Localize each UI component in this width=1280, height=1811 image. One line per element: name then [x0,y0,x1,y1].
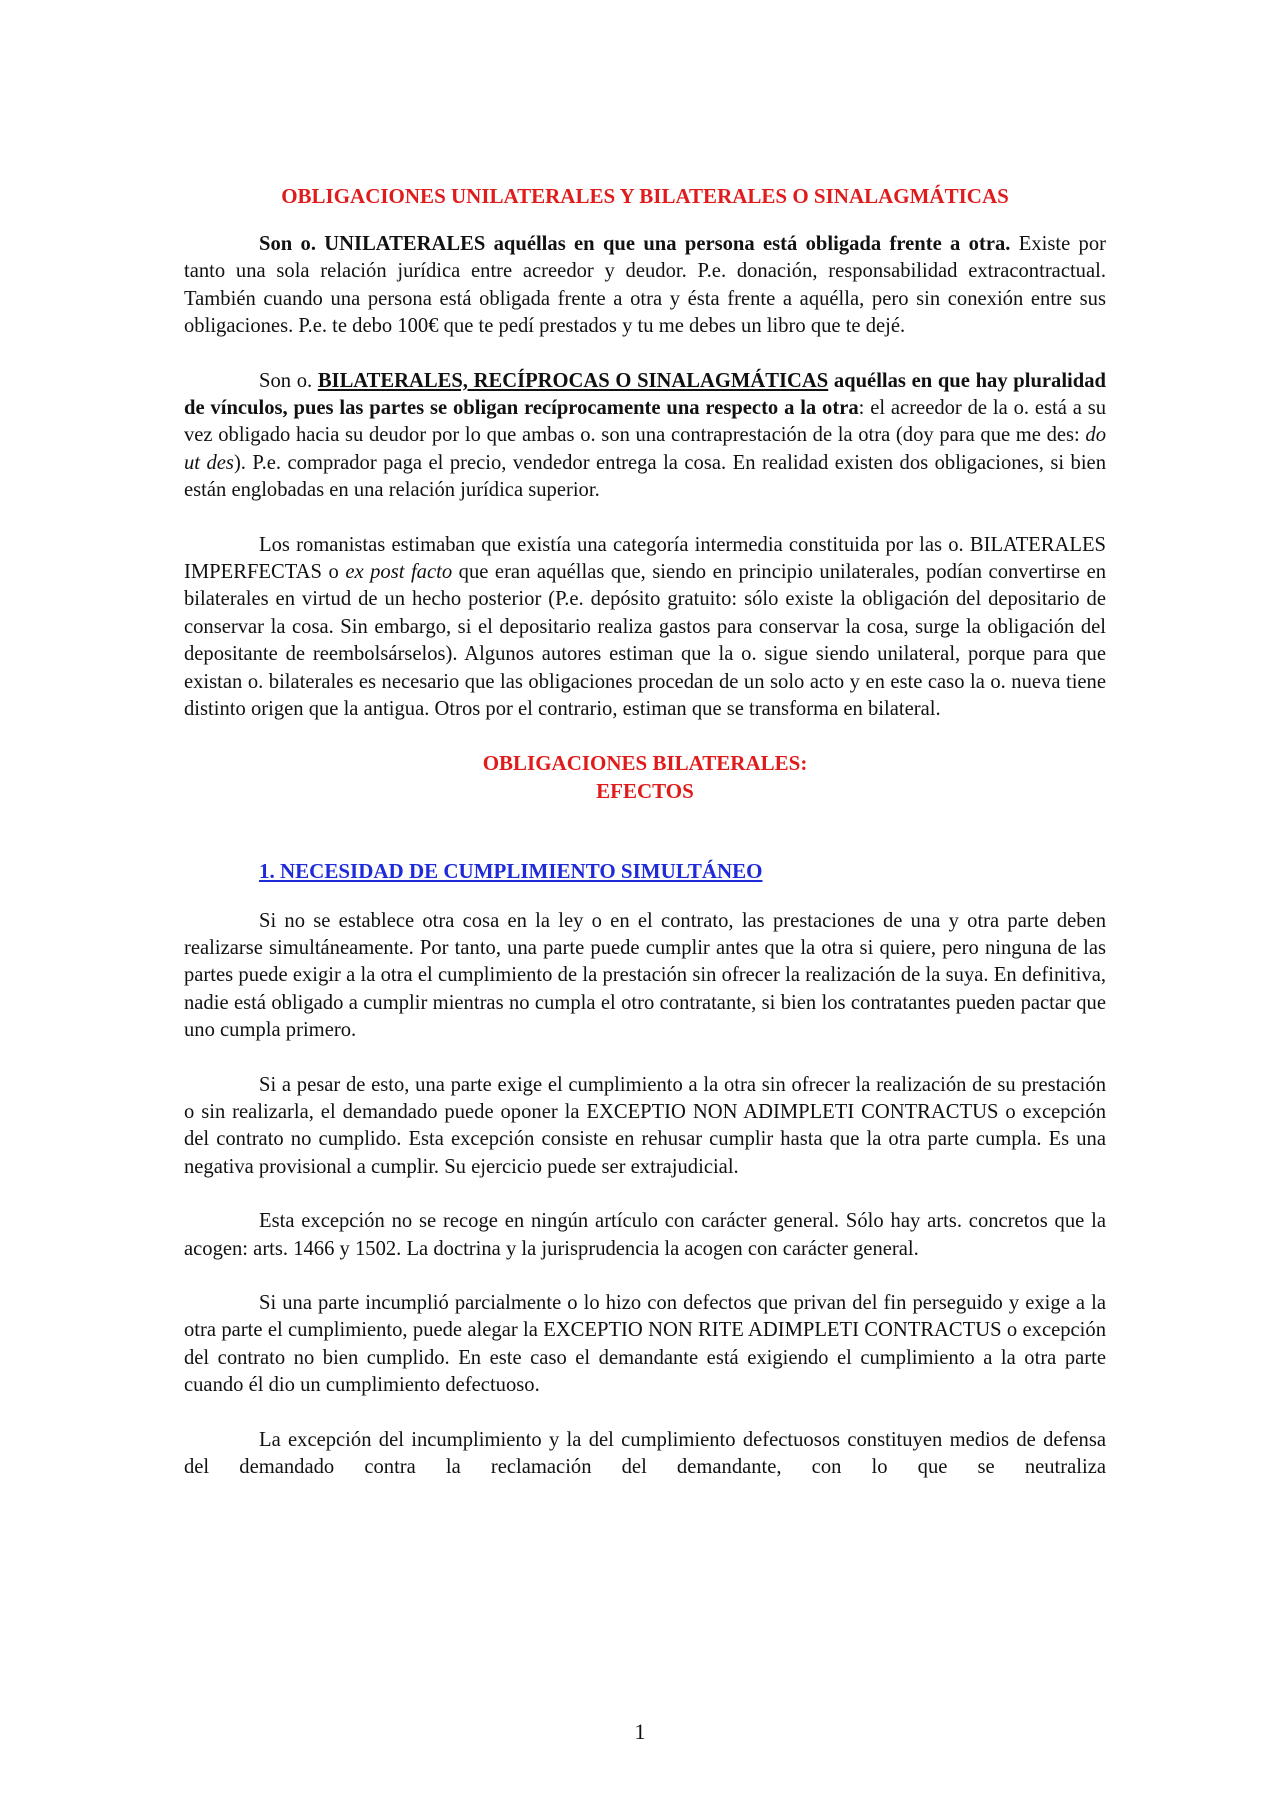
page-number: 1 [634,1719,646,1744]
unilateral-definition: Son o. UNILATERALES aquéllas en que una persona está obligada frente a otra. [259,233,1011,255]
effects-title-line-2: EFECTOS [596,778,694,803]
bilateral-example: ). P.e. comprador paga el precio, vendedor entrega la cosa. En realidad existen dos obligaciones, si bien están englobadas en una relación jurídica superior. [184,451,1106,502]
bilateral-lead: Son o. [259,369,318,392]
paragraph-bilateral [184,368,1106,505]
imperfectas-lead: Los romanistas estimaban que existía una categoría intermedia constituida por las o. BILATERALES IMPERFECTAS o [184,533,1106,584]
bilateral-explanation: : el acreedor de la o. está a su vez obligado hacia su deudor por lo que ambas o. son una contraprestación de la otra (doy para que me des: [184,397,1106,447]
do-ut-des: do ut des [184,424,1106,474]
bilateral-term: BILATERALES, RECÍPROCAS O SINALAGMÁTICAS [317,369,829,392]
unilateral-explanation: Existe por tanto una sola relación jurídica entre acreedor y deudor. P.e. donación, responsabilidad extracontractual. También cuando una persona está obligada frente a otra y ésta frente a aquélla, pero sin conexión entre sus obligaciones. P.e. te debo 100€ que te pedí prestados y tu me debes un libro que te dejé. [184,233,1106,338]
paragraph-simultaneo: Si no se establece otra cosa en la ley o en el contrato, las prestaciones de una y otra parte deben realizarse simultáneamente. Por tanto, una parte puede cumplir antes que la otra si quiere, pero ninguna de las partes puede exigir a la otra el cumplimiento de la prestación sin ofrecer la realización de la suya. En definitiva, nadie está obligado a cumplir mientras no cumpla el otro contratante, si bien los contratantes pueden pactar que uno cumpla primero. [184,909,1106,1042]
document-title: OBLIGACIONES UNILATERALES Y BILATERALES O SINALAGMÁTICAS [281,184,1009,208]
paragraph-imperfectas [184,532,1106,724]
effects-title-line-1: OBLIGACIONES BILATERALES: [482,750,808,775]
imperfectas-explanation: que eran aquéllas que, siendo en principio unilaterales, podían convertirse en bilaterales en virtud de un hecho posterior (P.e. depósito gratuito: sólo existe la obligación del depositario de conservar la cosa. Sin embargo, si el depositario realiza gastos para conservar la cosa, surge la obligación del depositante de reembolsárselos). Algunos autores estiman que la o. sigue siendo unilateral, porque para que existan o. bilaterales es necesario que las obligaciones procedan de un solo acto y en este caso la o. nueva tiene distinto origen que la antigua. Otros por el contrario, estiman que se transforma en bilateral. [184,561,1107,721]
paragraph-exceptio-non-rite: Si una parte incumplió parcialmente o lo hizo con defectos que privan del fin perseguido y exige a la otra parte el cumplimiento, puede alegar la EXCEPTIO NON RITE ADIMPLETI CONTRACTUS o excepción del contrato no bien cumplido. En este caso el demandante está exigiendo el cumplimiento a la otra parte cuando él dio un cumplimiento defectuoso. [184,1291,1106,1397]
bilateral-definition: aquéllas en que hay pluralidad de vínculos, pues las partes se obligan recíprocamente una respecto a la otra [184,369,1106,420]
section-heading-simultaneo: 1. NECESIDAD DE CUMPLIMIENTO SIMULTÁNEO [259,858,763,883]
paragraph-articulos: Esta excepción no se recoge en ningún artículo con carácter general. Sólo hay arts. concretos que la acogen: arts. 1466 y 1502. La doctrina y la jurisprudencia la acogen con carácter general. [184,1210,1106,1260]
paragraph-exceptio-non-adimpleti: Si a pesar de esto, una parte exige el cumplimiento a la otra sin ofrecer la realización de su prestación o sin realizarla, el demandado puede oponer la EXCEPTIO NON ADIMPLETI CONTRACTUS o excepción del contrato no cumplido. Esta excepción consiste en rehusar cumplir hasta que la otra parte cumpla. Es una negativa provisional a cumplir. Su ejercicio puede ser extrajudicial. [184,1073,1106,1178]
paragraph-unilateral [184,231,1106,341]
ex-post-facto: ex post facto [345,561,453,584]
paragraph-medios-defensa: La excepción del incumplimiento y la del cumplimiento defectuosos constituyen medios de defensa del demandado contra la reclamación del demandante, con lo que se neutraliza [184,1428,1106,1478]
document-page [184,182,1106,1481]
